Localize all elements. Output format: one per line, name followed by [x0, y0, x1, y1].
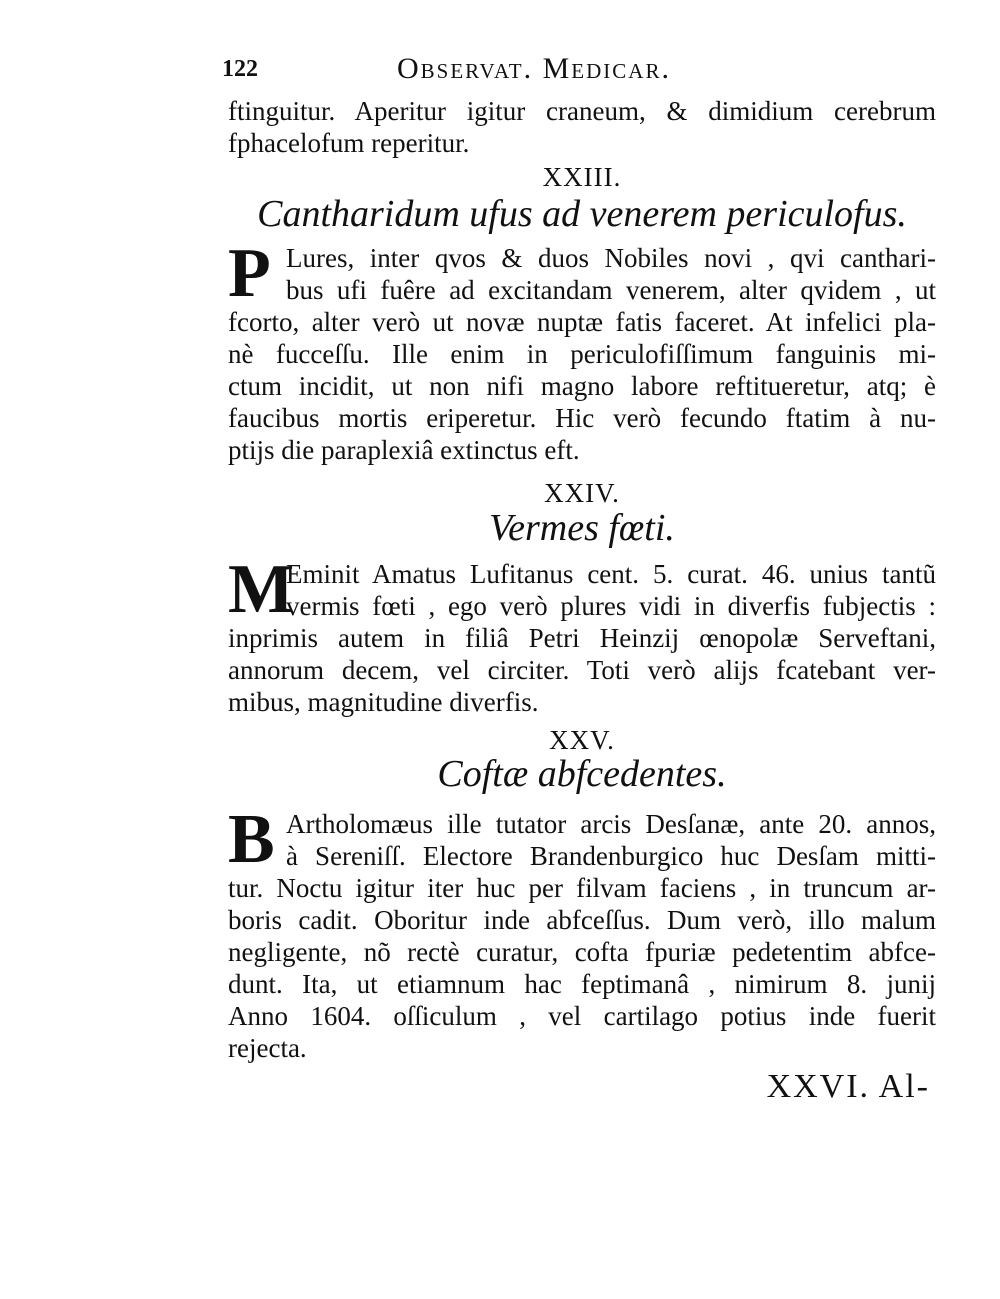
text-line: dunt. Ita, ut etiamnum hac feptimanâ , nimirum 8. junij — [228, 969, 936, 999]
text-line: Lures, inter qvos & duos Nobiles novi , qvi canthari- — [286, 243, 936, 273]
running-title: Observat. Medicar. — [397, 52, 671, 85]
text-line: ftinguitur. Aperitur igitur craneum, & dimidium cerebrum — [228, 96, 936, 126]
page-number: 122 — [222, 56, 258, 82]
text-line: boris cadit. Oboritur inde abfceſſus. Dum verò, illo malum — [228, 905, 936, 935]
section-number: XXIV. — [544, 478, 620, 508]
section-title: Cantharidum ufus ad venerem periculofus. — [257, 193, 907, 235]
text-line: nè fucceſſu. Ille enim in periculofiſſimum fanguinis mi- — [228, 339, 936, 369]
paragraph-vermes — [228, 551, 936, 718]
paragraph-cantharides — [228, 235, 936, 466]
text-line: Eminit Amatus Lufitanus cent. 5. curat. 46. unius tantũ — [286, 559, 936, 589]
text-line: negligente, nõ rectè curatur, cofta fpuriæ pedetentim abfce- — [228, 937, 936, 967]
text-line: à Sereniſſ. Electore Brandenburgico huc Desſam mitti- — [286, 841, 936, 871]
drop-cap: P — [228, 235, 271, 312]
section-number: XXV. — [549, 725, 615, 755]
drop-cap: B — [228, 801, 275, 878]
text-line: inprimis autem in filiâ Petri Heinzij œnopolæ Serveftani, — [228, 623, 936, 653]
text-line: mibus, magnitudine diverfis. — [228, 687, 539, 717]
section-title: Vermes fœti. — [489, 507, 675, 549]
text-line: annorum decem, vel circiter. Toti verò alijs fcatebant ver- — [228, 655, 936, 685]
text-line: faucibus mortis eriperetur. Hic verò fecundo ftatim à nu- — [228, 403, 936, 433]
drop-cap: M — [228, 551, 295, 628]
text-line: fphacelofum reperitur. — [228, 128, 470, 158]
text-line: tur. Noctu igitur iter huc per filvam faciens , in truncum ar- — [228, 873, 936, 903]
text-line: ctum incidit, ut non nifi magno labore reftitueretur, atq; è — [228, 371, 936, 401]
text-line: ptijs die paraplexiâ extinctus eft. — [228, 435, 580, 465]
section-number: XXIII. — [542, 162, 622, 192]
text-line: vermis fœti , ego verò plures vidi in diverfis fubjectis : — [286, 591, 936, 621]
paragraph-costae — [228, 801, 936, 1064]
text-line: Anno 1604. oſſiculum , vel cartilago potius inde fuerit — [228, 1001, 936, 1031]
section-title: Coftæ abfcedentes. — [437, 753, 727, 795]
catchword: XXVI. Al- — [766, 1068, 930, 1105]
text-line: bus ufi fuêre ad excitandam venerem, alter qvidem , ut — [286, 275, 936, 305]
text-line: rejecta. — [228, 1033, 307, 1063]
page-header — [222, 50, 942, 90]
intro-paragraph — [228, 95, 936, 159]
text-line: Artholomæus ille tutator arcis Desſanæ, ante 20. annos, — [286, 809, 936, 839]
text-line: fcorto, alter verò ut novæ nuptæ fatis faceret. At infelici pla- — [228, 307, 936, 337]
